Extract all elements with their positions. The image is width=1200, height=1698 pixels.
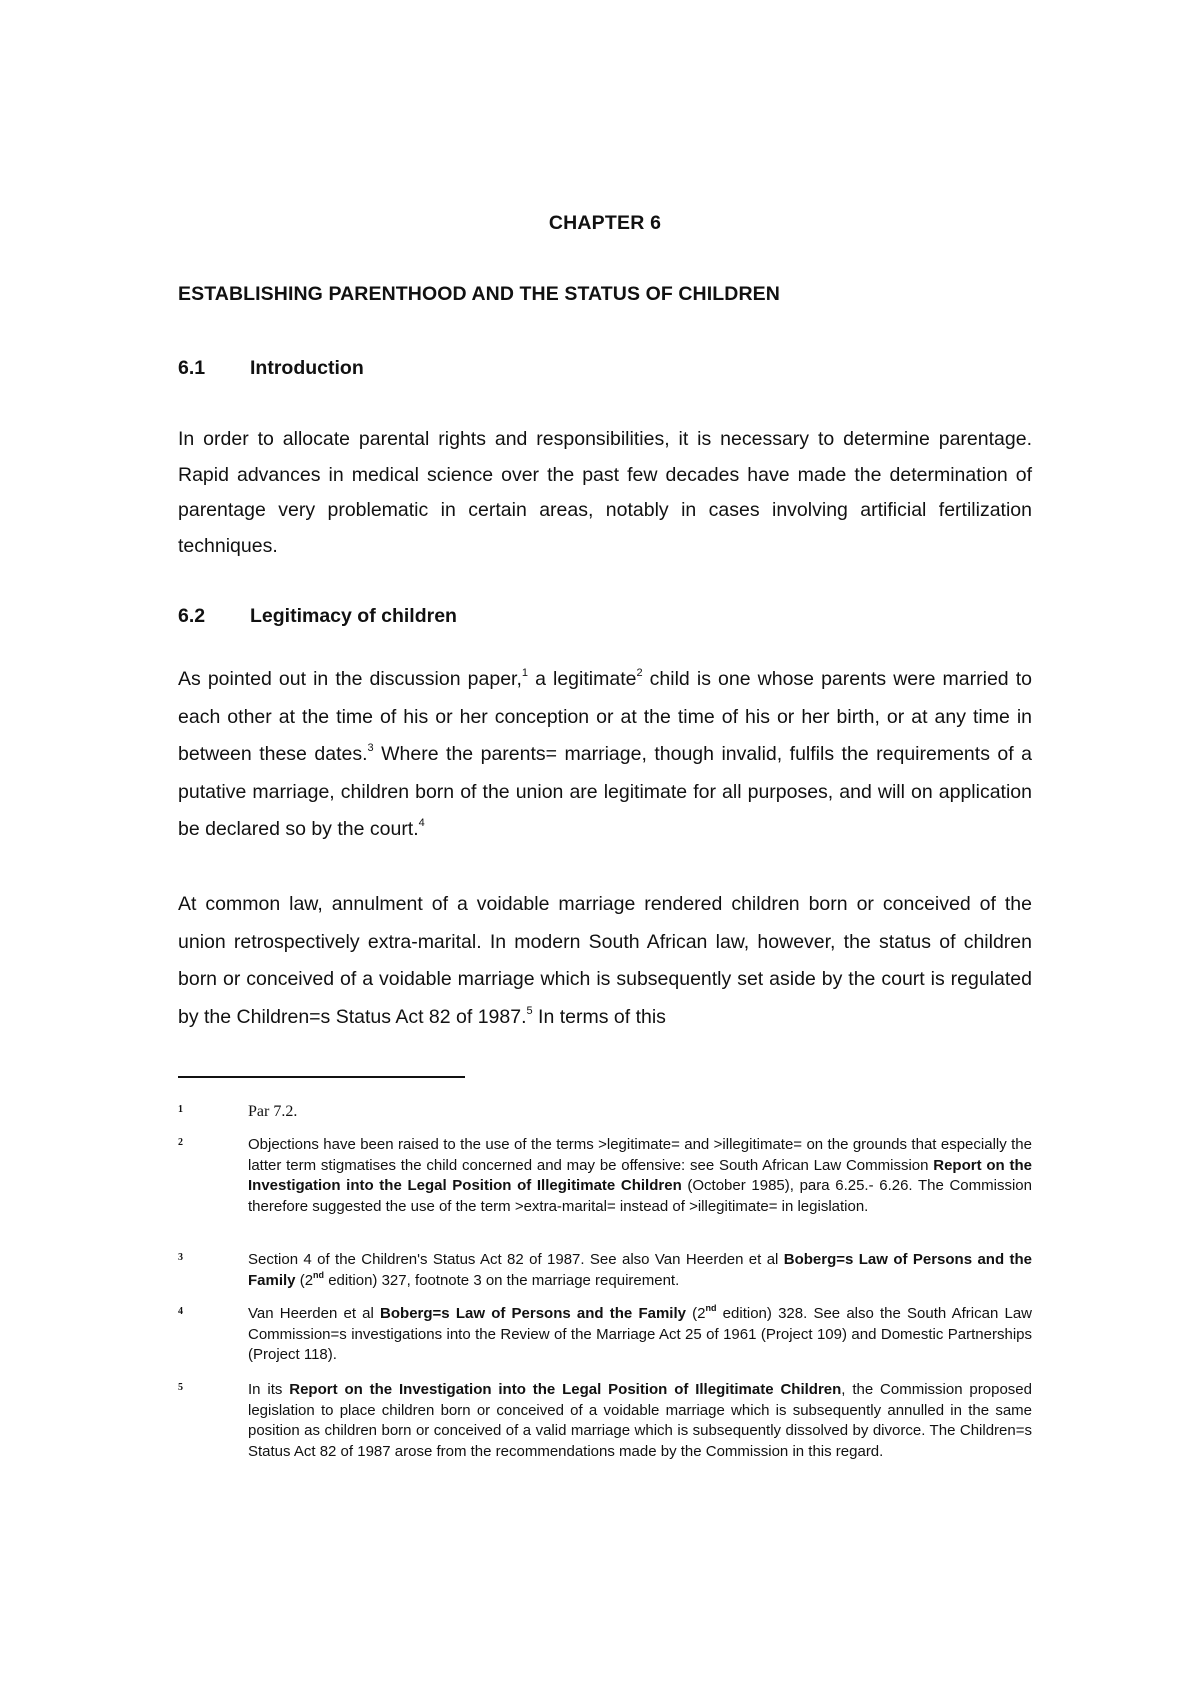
footnote-ref-1[interactable]: 1 (521, 667, 528, 679)
footnote-mark: 3 (178, 1252, 183, 1263)
footnote-mark: 5 (178, 1382, 183, 1393)
paragraph-text: child is one whose parents were married to each other at the time of his or her conception or at the time of his or her birth, or at any time in between these dates. (178, 668, 1032, 765)
section-title: Introduction (250, 357, 364, 379)
footnote-4 (178, 1304, 1032, 1366)
footnote-2 (178, 1135, 1032, 1217)
footnote-1 (178, 1102, 1032, 1123)
footnote-text-part: In its (248, 1381, 290, 1398)
footnote-mark: 1 (178, 1104, 183, 1115)
section-number: 6.1 (178, 357, 206, 379)
footnote-text-part: (October 1985), para 6.25.- 6.26. The Commission therefore suggested the use of the term >extra-marital= instead of >illegitimate= in legislation. (248, 1177, 1032, 1215)
footnote-text-part: Section 4 of the Children's Status Act 82 of 1987. See also Van Heerden et al (248, 1251, 784, 1268)
section-heading-6-2 (178, 605, 457, 628)
footnote-text (248, 1304, 1032, 1366)
footnote-text-part: , the Commission proposed legislation to place children born or conceived of a voidable marriage which is subsequently annulled in the same position as children born or conceived of a valid marriage which is subsequently dissolved by divorce. The Children=s Status Act 82 of 1987 arose from the recommendations made by the Commission in this regard. (248, 1381, 1032, 1460)
footnote-text-part: edition) 328. See also the South African Law Commission=s investigations into the Review of the Marriage Act 25 of 1961 (Project 109) and Domestic Partnerships (Project 118). (248, 1305, 1032, 1363)
footnote-ref-3[interactable]: 3 (367, 742, 374, 754)
paragraph-text: a legitimate (528, 668, 637, 690)
paragraph-legitimacy (178, 661, 1032, 849)
footnote-separator (178, 1076, 465, 1078)
chapter-heading: CHAPTER 6 (548, 212, 662, 234)
footnote-report-title: Report on the Investigation into the Legal Position of Illegitimate Children (248, 1156, 1032, 1194)
footnote-mark: 4 (178, 1306, 183, 1317)
footnote-ref-4[interactable]: 4 (418, 817, 425, 829)
footnote-text-part: Van Heerden et al (248, 1305, 381, 1322)
paragraph-common-law (178, 886, 1032, 1036)
footnote-ordinal: nd (313, 1269, 325, 1280)
paragraph-introduction: In order to allocate parental rights and responsibilities, it is necessary to determine parentage. Rapid advances in medical science over the past few decades have made the determination of parentage very problematic in certain areas, notably in cases involving artificial fertilization techniques. (178, 428, 1032, 557)
footnote-text (248, 1135, 1032, 1217)
footnote-ref-5[interactable]: 5 (526, 1004, 533, 1017)
footnote-text (248, 1380, 1032, 1462)
paragraph-text: In terms of this (532, 1005, 666, 1028)
footnote-text-part: edition) 327, footnote 3 on the marriage requirement. (324, 1271, 680, 1289)
footnote-ref-2[interactable]: 2 (636, 667, 643, 679)
footnote-mark: 2 (178, 1137, 183, 1148)
footnote-text-part: Objections have been raised to the use of the terms >legitimate= and >illegitimate= on the grounds that especially the latter term stigmatises the child concerned and may be offensive: see South African Law Commission (248, 1136, 1032, 1174)
paragraph-text: As pointed out in the discussion paper, (178, 668, 522, 690)
footnote-text-part: (2 (295, 1271, 314, 1289)
footnote-ordinal: nd (705, 1303, 717, 1313)
footnote-text (248, 1250, 1032, 1291)
footnote-book-title: Boberg=s Law of Persons and the Family (380, 1305, 686, 1322)
footnote-text-part: (2 (685, 1305, 706, 1322)
chapter-title: ESTABLISHING PARENTHOOD AND THE STATUS OF CHILDREN (178, 283, 780, 305)
paragraph-text: At common law, annulment of a voidable marriage rendered children born or conceived of the union retrospectively extra-marital. In modern South African law, however, the status of children born or conceived of a voidable marriage which is subsequently set aside by the court is regulated by the Children=s Status Act 82 of 1987. (178, 893, 1032, 1028)
footnote-report-title: Report on the Investigation into the Legal Position of Illegitimate Children (289, 1381, 842, 1398)
paragraph-text: Where the parents= marriage, though invalid, fulfils the requirements of a putative marriage, children born of the union are legitimate for all purposes, and will on application be declared so by the court. (178, 743, 1032, 840)
section-number: 6.2 (178, 605, 206, 627)
footnote-text: Par 7.2. (248, 1103, 298, 1120)
footnote-5 (178, 1380, 1032, 1462)
footnote-book-title: Boberg=s Law of Persons and the Family (248, 1251, 1032, 1289)
section-title: Legitimacy of children (250, 605, 457, 627)
footnote-3 (178, 1250, 1032, 1291)
section-heading-6-1 (178, 357, 364, 380)
